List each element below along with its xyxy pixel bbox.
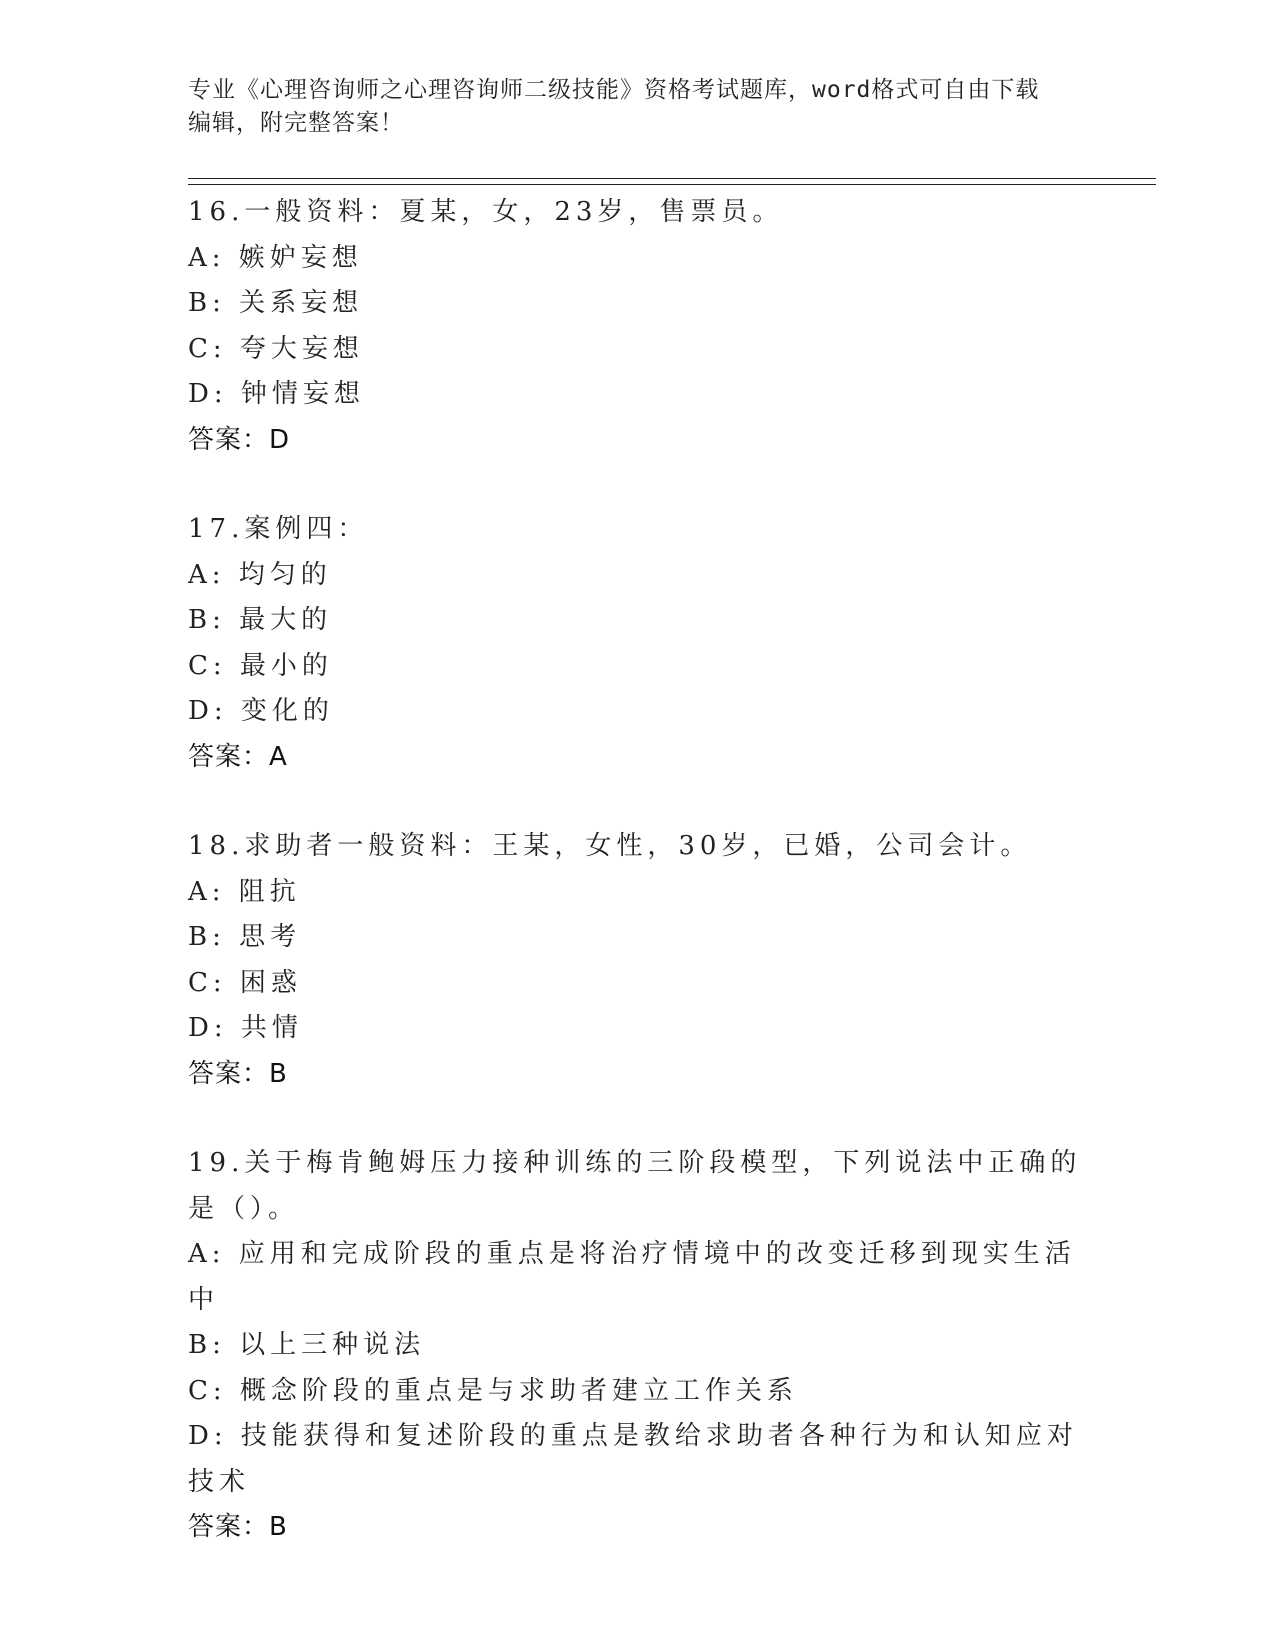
header-line-1: 专业《心理咨询师之心理咨询师二级技能》资格考试题库，word格式可自由下载 xyxy=(188,77,1040,103)
option-a: A: 阻抗 xyxy=(188,876,301,907)
answer-label: 答案：B xyxy=(188,1058,288,1089)
question-list xyxy=(188,190,1088,1595)
header-line-2: 编辑，附完整答案！ xyxy=(188,110,404,136)
header-divider-top xyxy=(188,178,1156,179)
question-16 xyxy=(188,190,1088,463)
document-header xyxy=(188,74,1068,140)
option-b: B: 最大的 xyxy=(188,605,333,635)
question-stem: 16.一般资料：夏某，女，23岁，售票员。 xyxy=(188,197,784,227)
option-c: C: 夸大妄想 xyxy=(188,333,364,364)
option-d: D: 钟情妄想 xyxy=(188,379,365,409)
option-a: A: 均匀的 xyxy=(188,559,332,590)
answer-label: 答案：B xyxy=(188,1512,288,1542)
question-18 xyxy=(188,824,1088,1097)
option-b: B: 以上三种说法 xyxy=(188,1330,426,1360)
option-d: D: 技能获得和复述阶段的重点是教给求助者各种行为和认知应对技术 xyxy=(188,1421,1078,1497)
option-b: B: 关系妄想 xyxy=(188,288,364,318)
option-d: D: 变化的 xyxy=(188,696,334,726)
answer-label: 答案：D xyxy=(188,424,291,455)
question-stem: 17.案例四： xyxy=(188,514,369,544)
question-17 xyxy=(188,507,1088,780)
option-c: C: 最小的 xyxy=(188,650,333,681)
option-a: A: 应用和完成阶段的重点是将治疗情境中的改变迁移到现实生活中 xyxy=(188,1239,1076,1315)
option-b: B: 思考 xyxy=(188,922,302,952)
question-19 xyxy=(188,1141,1088,1551)
option-d: D: 共情 xyxy=(188,1013,303,1043)
answer-label: 答案：A xyxy=(188,741,288,772)
header-divider-bottom xyxy=(188,184,1156,185)
option-c: C: 概念阶段的重点是与求助者建立工作关系 xyxy=(188,1375,798,1406)
option-a: A: 嫉妒妄想 xyxy=(188,242,363,273)
option-c: C: 困惑 xyxy=(188,967,302,998)
question-stem: 18.求助者一般资料：王某，女性，30岁，已婚，公司会计。 xyxy=(188,831,1032,861)
question-stem: 19.关于梅肯鲍姆压力接种训练的三阶段模型，下列说法中正确的是（）。 xyxy=(188,1148,1082,1224)
